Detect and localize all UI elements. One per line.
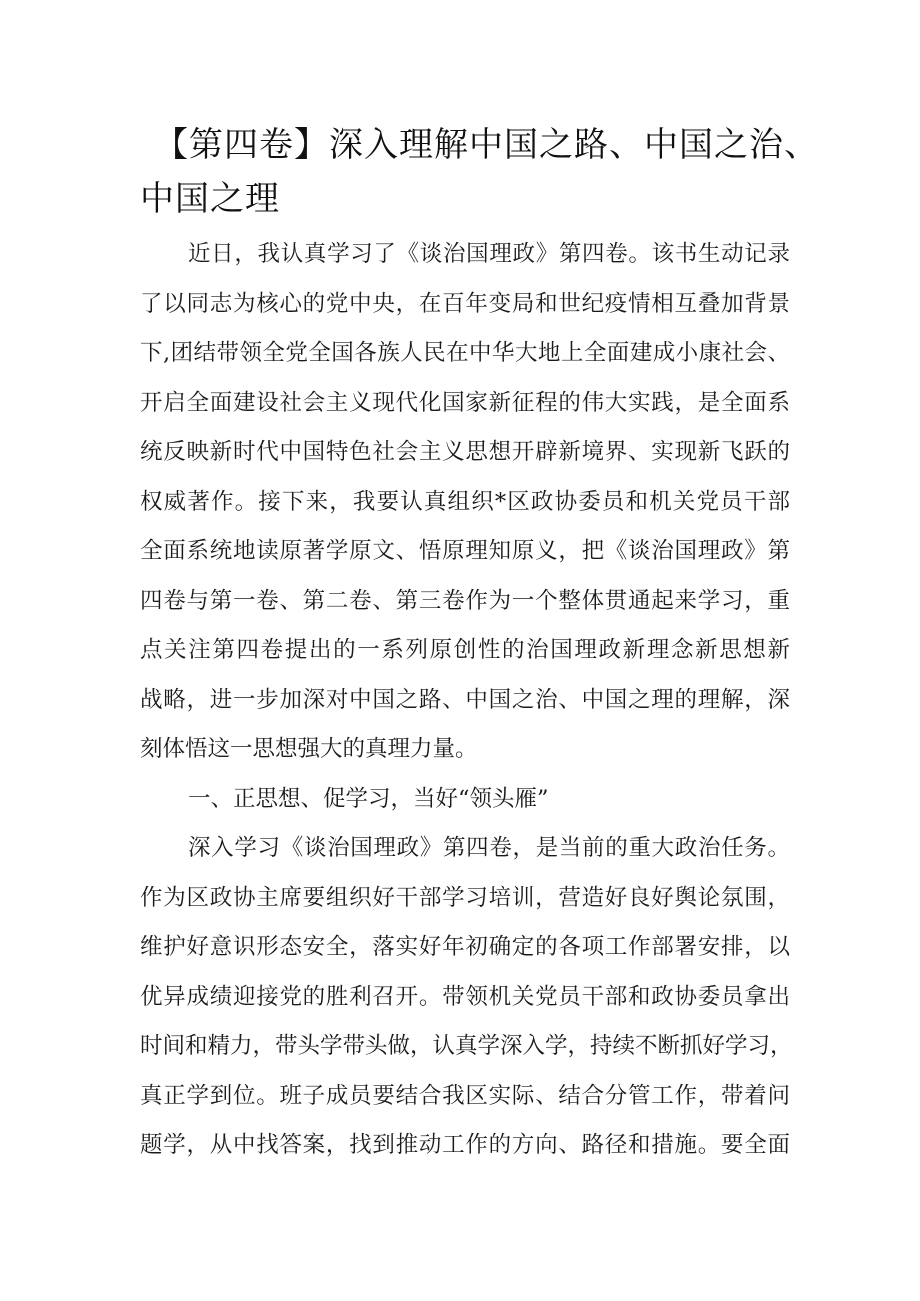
section-heading: 一、正思想、促学习，当好“领头雁” bbox=[188, 785, 549, 812]
text-line: 刻体悟这一思想强大的真理力量。 bbox=[140, 736, 478, 762]
title-line-2: 中国之理 bbox=[140, 179, 280, 219]
text-line: 战略，进一步加深对中国之路、中国之治、中国之理的理解，深 bbox=[140, 686, 790, 713]
text-line: 全面系统地读原著学原文、悟原理知原义，把《谈治国理政》第 bbox=[140, 538, 790, 564]
text-line: 点关注第四卷提出的一系列原创性的治国理政新理念新思想新 bbox=[140, 637, 790, 663]
text-line: 统反映新时代中国特色社会主义思想开辟新境界、实现新飞跃的 bbox=[140, 439, 790, 465]
text-line: 题学，从中找答案，找到推动工作的方向、路径和措施。要全面 bbox=[140, 1132, 790, 1158]
title-line-1: 【第四卷】深入理解中国之路、中国之治、 bbox=[154, 125, 819, 165]
text-line: 四卷与第一卷、第二卷、第三卷作为一个整体贯通起来学习，重 bbox=[140, 587, 790, 614]
text-line: 真正学到位。班子成员要结合我区实际、结合分管工作，带着问 bbox=[140, 1082, 790, 1109]
text-line: 开启全面建设社会主义现代化国家新征程的伟大实践，是全面系 bbox=[140, 389, 790, 416]
text-line: 优异成绩迎接党的胜利召开。带领机关党员干部和政协委员拿出 bbox=[140, 983, 790, 1010]
text-line: 深入学习《谈治国理政》第四卷，是当前的重大政治任务。 bbox=[188, 835, 790, 861]
text-line: 近日，我认真学习了《谈治国理政》第四卷。该书生动记录 bbox=[188, 241, 790, 267]
text-line: 维护好意识形态安全，落实好年初确定的各项工作部署安排，以 bbox=[140, 934, 790, 960]
text-line: 时间和精力，带头学带头做，认真学深入学，持续不断抓好学习， bbox=[140, 1033, 793, 1059]
text-line: 下,团结带领全党全国各族人民在中华大地上全面建成小康社会、 bbox=[140, 340, 790, 366]
text-line: 权威著作。接下来，我要认真组织*区政协委员和机关党员干部 bbox=[140, 488, 790, 515]
document-body bbox=[140, 230, 793, 1171]
text-line: 了以同志为核心的党中央，在百年变局和世纪疫情相互叠加背景 bbox=[140, 290, 790, 317]
document-title bbox=[140, 118, 819, 226]
text-line: 作为区政协主席要组织好干部学习培训，营造好良好舆论氛围， bbox=[140, 884, 790, 911]
